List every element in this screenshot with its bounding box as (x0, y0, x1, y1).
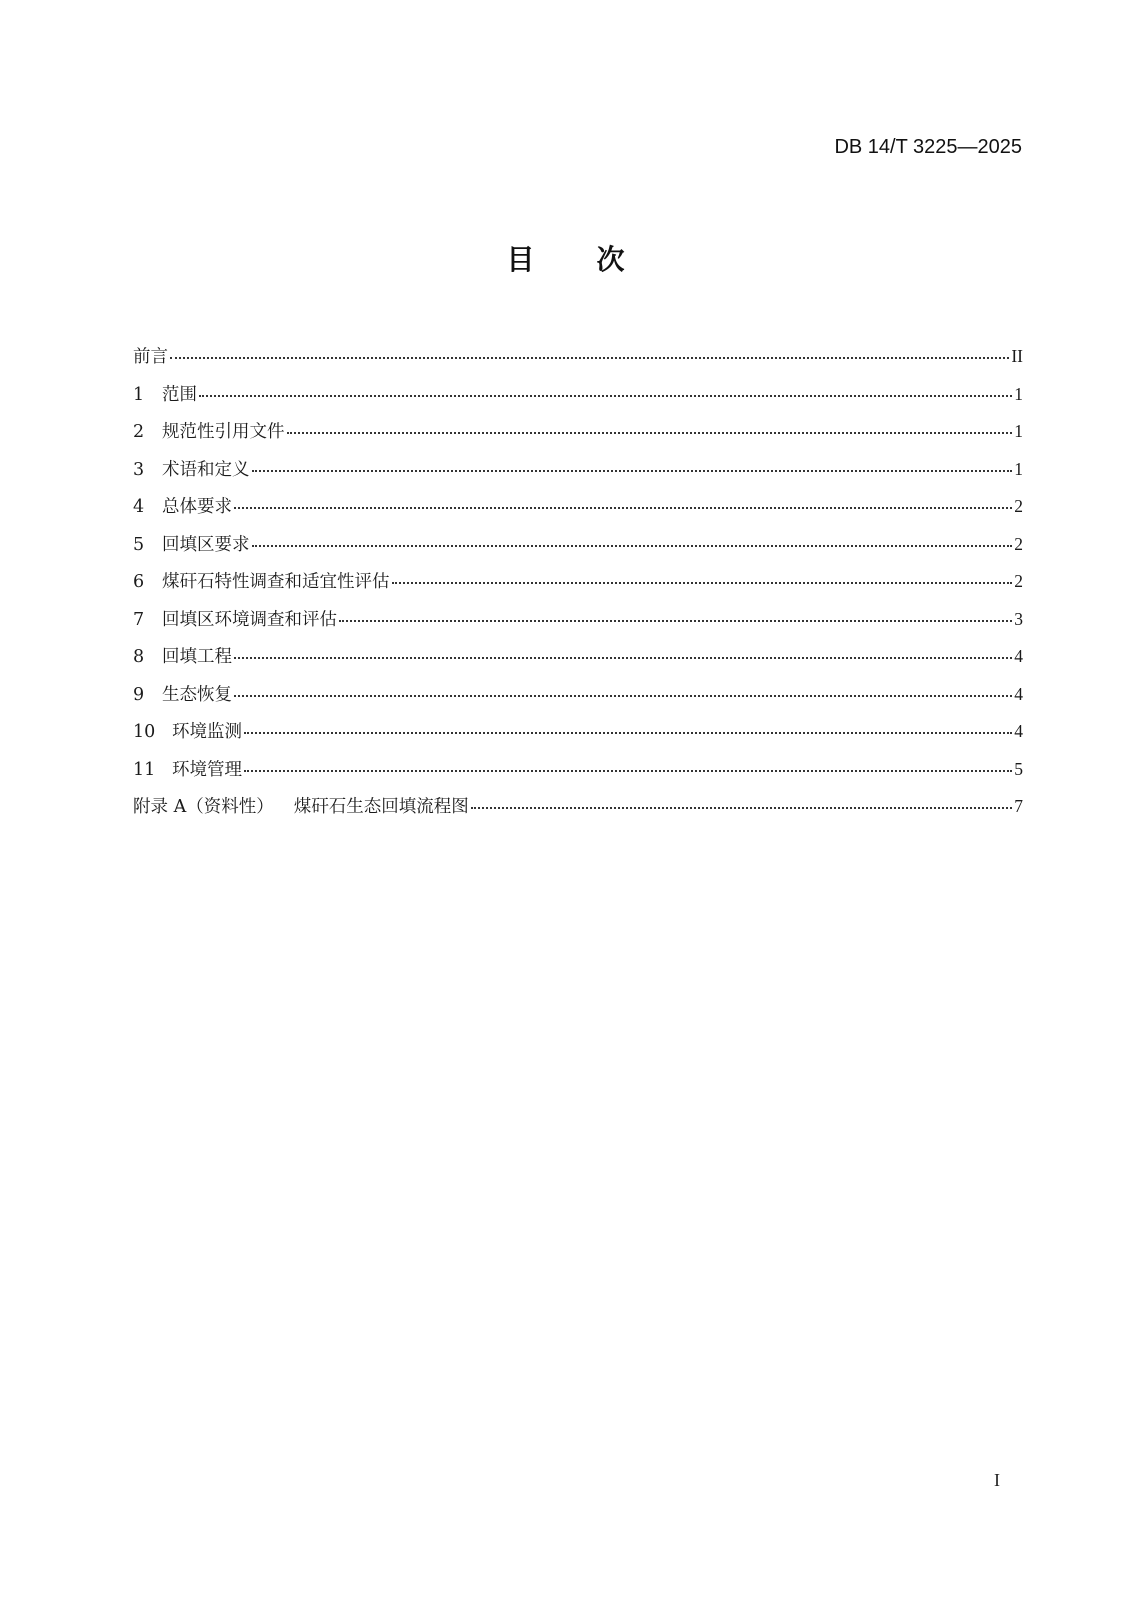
toc-entry-1[interactable] (133, 381, 1023, 419)
toc-dot-leader (252, 469, 1013, 472)
toc-entry-number: 7 (133, 609, 145, 630)
document-code: DB 14/T 3225—2025 (834, 136, 1022, 158)
toc-dot-leader (287, 431, 1013, 434)
toc-entry-number: 11 (133, 759, 156, 780)
toc-entry-9[interactable] (133, 681, 1023, 719)
toc-entry-4[interactable] (133, 493, 1023, 531)
toc-entry-number: 9 (133, 684, 145, 705)
toc-entry-number: 10 (133, 722, 156, 742)
toc-dot-leader (170, 356, 1009, 359)
toc-dot-leader (252, 544, 1013, 547)
toc-entry-foreword[interactable] (133, 343, 1023, 381)
toc-entry-number: 6 (133, 572, 145, 592)
toc-entry-number: 3 (133, 459, 145, 480)
toc-entry-page: 7 (1014, 796, 1023, 816)
toc-entry-page: 2 (1014, 533, 1023, 554)
toc-entry-2[interactable] (133, 418, 1023, 456)
toc-entry-label: 总体要求 (162, 497, 232, 517)
toc-entry-label: 煤矸石生态回填流程图 (293, 797, 469, 817)
toc-dot-leader (234, 694, 1012, 697)
toc-dot-leader (244, 769, 1012, 772)
toc-dot-leader (234, 506, 1012, 509)
toc-dot-leader (244, 731, 1012, 734)
toc-entry-label: 环境管理 (172, 759, 242, 780)
toc-entry-page: 1 (1014, 383, 1023, 404)
toc-entry-5[interactable] (133, 531, 1023, 569)
toc-entry-10[interactable] (133, 718, 1023, 756)
toc-dot-leader (392, 581, 1013, 584)
toc-entry-page: 4 (1014, 683, 1023, 704)
toc-entry-page: 4 (1014, 646, 1023, 666)
toc-entry-number: 5 (133, 534, 145, 555)
toc-entry-page: 1 (1014, 458, 1023, 479)
toc-entry-page: 2 (1014, 571, 1023, 591)
toc-title-char-1: 目 (506, 243, 535, 276)
toc-entry-label: 回填工程 (162, 647, 232, 667)
toc-entry-label: 术语和定义 (162, 459, 250, 480)
toc-entry-appendix-a[interactable] (133, 793, 1023, 831)
toc-entry-6[interactable] (133, 568, 1023, 606)
toc-entry-label: 回填区要求 (162, 534, 250, 555)
toc-entry-number: 4 (133, 497, 145, 517)
toc-dot-leader (339, 619, 1012, 622)
toc-entry-page: II (1011, 346, 1023, 366)
toc-entry-label: 生态恢复 (162, 684, 232, 705)
toc-entry-11[interactable] (133, 756, 1023, 794)
toc-entry-number: 1 (133, 384, 145, 405)
toc-entry-number: 2 (133, 422, 145, 442)
page-number: I (994, 1470, 1000, 1490)
toc-entry-page: 4 (1014, 721, 1023, 741)
toc-entry-page: 3 (1014, 608, 1023, 629)
toc-dot-leader (199, 394, 1012, 397)
toc-entry-8[interactable] (133, 643, 1023, 681)
toc-title-char-2: 次 (596, 243, 625, 276)
toc-title (0, 238, 1131, 278)
toc-entry-page: 5 (1014, 758, 1023, 779)
toc-entry-label: 煤矸石特性调查和适宜性评估 (162, 572, 390, 592)
toc-entry-7[interactable] (133, 606, 1023, 644)
toc-entry-page: 1 (1014, 421, 1023, 441)
toc-entry-page: 2 (1014, 496, 1023, 516)
toc-appendix-prefix: 附录 A（资料性） (133, 797, 274, 817)
toc-entry-label: 环境监测 (172, 722, 242, 742)
toc-entry-label: 前言 (133, 347, 168, 367)
toc-entry-label: 规范性引用文件 (162, 422, 285, 442)
toc-entry-number: 8 (133, 647, 145, 667)
toc-entry-label: 回填区环境调查和评估 (162, 609, 337, 630)
toc-dot-leader (471, 806, 1013, 809)
toc-entry-label: 范围 (162, 384, 197, 405)
toc-entry-3[interactable] (133, 456, 1023, 494)
table-of-contents (133, 343, 1023, 831)
toc-dot-leader (234, 656, 1012, 659)
